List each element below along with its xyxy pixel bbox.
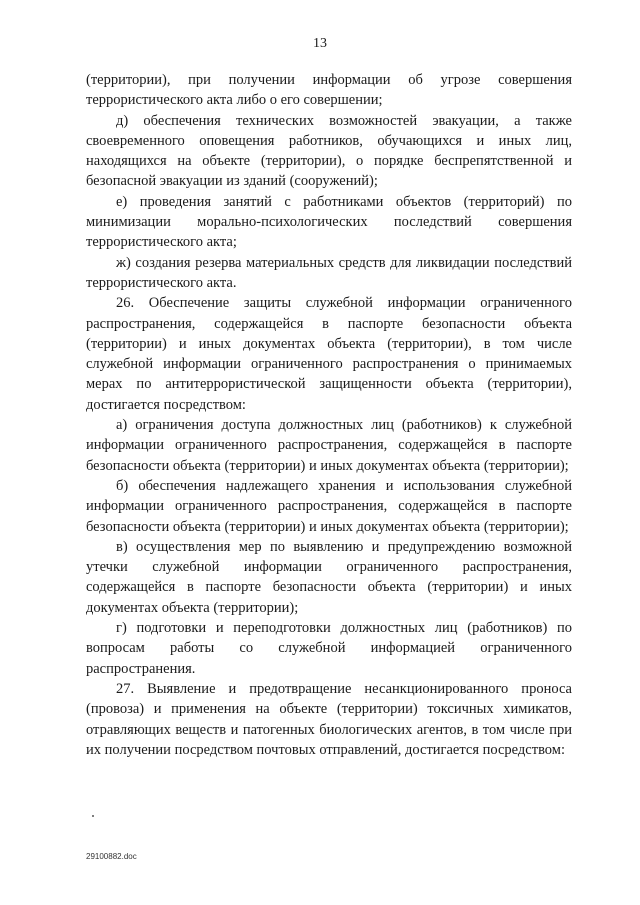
paragraph-26-item-b: б) обеспечения надлежащего хранения и использования служебной информации ограниченного распространения, содержащейся в паспорте безопасности объекта (территории) и иных документах объекта (территории); — [86, 477, 572, 535]
paragraph-continuation: (территории), при получении информации об угрозе совершения террористического акта либо о его совершении; — [86, 72, 572, 109]
document-body — [86, 70, 572, 760]
paragraph-item-d: д) обеспечения технических возможностей эвакуации, а также своевременного оповещения работников, обучающихся и иных лиц, находящихся на объекте (территории), о порядке беспрепятственной и безопасной эвакуации из зданий (сооружений); — [86, 112, 572, 190]
paragraph-26-item-a: а) ограничения доступа должностных лиц (работников) к служебной информации ограниченного распространения, содержащейся в паспорте безопасности объекта (территории) и иных документах объекта (территории); — [86, 417, 572, 474]
scan-speck — [92, 815, 94, 817]
page-number: 13 — [313, 36, 327, 51]
paragraph-27: 27. Выявление и предотвращение несанкционированного проноса (провоза) и применения на объекте (территории) токсичных химикатов, отравляющих веществ и патогенных биологических агентов, в том числе при их получении посредством почтовых отправлений, достигается посредством: — [86, 680, 572, 758]
paragraph-item-zh: ж) создания резерва материальных средств для ликвидации последствий террористического акта. — [86, 254, 572, 291]
paragraph-26: 26. Обеспечение защиты служебной информации ограниченного распространения, содержащейся в паспорте безопасности объекта (территории) и иных документах объекта (территории), в том числе служебной информации ограниченного распространения о принимаемых мерах по антитеррористической защищенности объекта (территории), достигается посредством: — [86, 295, 572, 413]
footer-filename: 29100882.doc — [86, 852, 137, 861]
paragraph-26-item-v: в) осуществления мер по выявлению и предупреждению возможной утечки служебной информации ограниченного распространения, содержащейся в паспорте безопасности объекта (территории) и иных документах объекта (территории); — [86, 538, 572, 616]
paragraph-26-item-g: г) подготовки и переподготовки должностных лиц (работников) по вопросам работы со служебной информацией ограниченного распространения. — [86, 620, 572, 677]
paragraph-item-e: е) проведения занятий с работниками объектов (территорий) по минимизации морально-психологических последствий совершения террористического акта; — [86, 193, 572, 251]
